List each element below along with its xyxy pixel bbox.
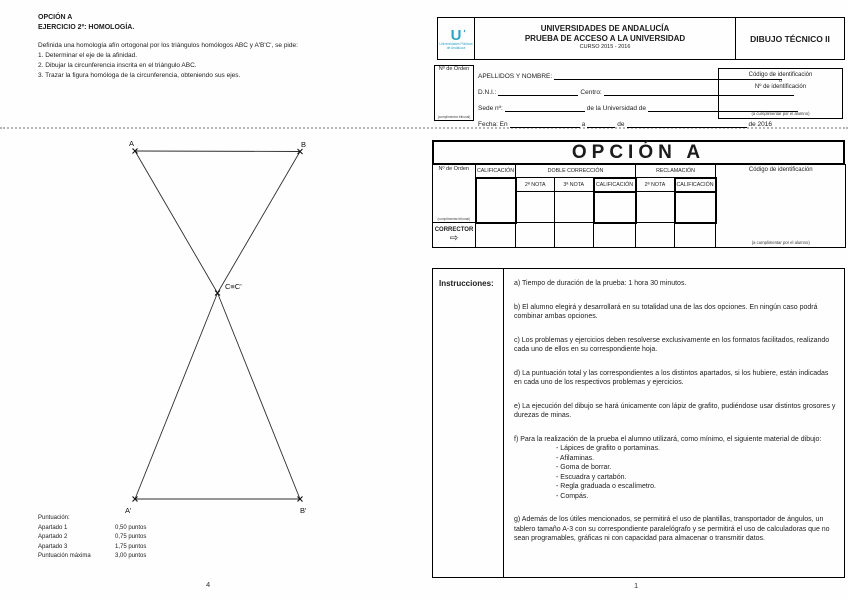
right-page-number: 1 <box>634 581 639 590</box>
corrector-arrow-icon: ⇨ <box>449 233 459 244</box>
course-year: CURSO 2015 - 2016 <box>579 44 631 50</box>
label-point-b: B <box>301 140 307 149</box>
corrector-input[interactable] <box>516 223 555 248</box>
dni-label: D.N.I.: <box>478 89 497 96</box>
instruction-b: b) El alumno elegirá y desarrollará en su totalidad una de las dos opciones. En ningún caso podrá combinar ambas opciones. <box>514 303 818 320</box>
order-number-box[interactable]: Nº de Orden (cumplimentar tribunal) <box>434 65 474 121</box>
org-line2: PRUEBA DE ACCESO A LA UNIVERSIDAD <box>524 33 686 43</box>
label-point-b-prime: B' <box>300 506 307 515</box>
nota2-doble-input[interactable] <box>516 192 555 223</box>
exercise-step-1: 1. Determinar el eje de la afinidad. <box>38 52 138 59</box>
logo-u-icon: U ' <box>450 26 467 44</box>
fecha-mes-field[interactable] <box>627 120 747 128</box>
instruction-f: f) Para la realización de la prueba el alumno utilizará, como mínimo, el siguiente material de dibujo: <box>514 435 822 443</box>
sede-field[interactable] <box>505 104 585 112</box>
org-line1: UNIVERSIDADES DE ANDALUCÍA <box>540 24 670 33</box>
instruction-d: d) La puntuación total y las correspondientes a los distintos apartados, si los hubiere, están indicadas en cada uno de los respectivos problemas y ejercicios. <box>514 369 829 386</box>
fecha-a-label: a <box>581 121 586 128</box>
university-logo <box>438 18 475 59</box>
nota2-recl-header: 2ª NOTA <box>636 178 675 192</box>
instruction-e: e) La ejecución del dibujo se hará únicamente con lápiz de grafito, pudiéndose usar distintos grosores y durezas de minas. <box>514 402 836 419</box>
exercise-step-2: 2. Dibujar la circunferencia inscrita en el triángulo ABC. <box>38 62 197 69</box>
sede-label: Sede nº: <box>478 105 503 112</box>
materials-list <box>556 444 836 501</box>
logo-caption: Universidades Públicas de Andalucía <box>439 41 473 50</box>
apellidos-label: APELLIDOS Y NOMBRE: <box>478 73 553 80</box>
material-item: - Lápices de grafito o portaminas. <box>556 445 660 452</box>
corrector-input[interactable] <box>476 223 516 248</box>
id-line2: o <box>779 78 782 84</box>
scoring-block <box>38 514 218 562</box>
header-center <box>475 18 736 59</box>
material-item: - Regla graduada o escalímetro. <box>556 483 656 490</box>
option-title: OPCIÓN A <box>38 14 73 21</box>
corrector-input[interactable] <box>555 223 594 248</box>
calif-doble-input[interactable] <box>594 192 636 223</box>
exercise-statement <box>38 13 358 81</box>
material-item: - Compás. <box>556 492 589 500</box>
table-order-cell[interactable]: Nº de Orden (cumplimentar tribunal) <box>433 165 476 223</box>
subject-title: DIBUJO TÉCNICO II <box>750 33 830 44</box>
nota3-input[interactable] <box>555 192 594 223</box>
nota3-header: 3ª NOTA <box>555 178 594 192</box>
corrector-input[interactable] <box>675 223 716 248</box>
instruction-g: g) Además de los útiles mencionados, se permitirá el uso de plantillas, transportador de ángulos, un tablero tamaño A-3 con su correspondiente paralelógrafo y se permitirá el uso de calculadoras que no sean programables, gráficas ni con capacidad para almacenar o transmitir datos. <box>514 516 830 542</box>
id-line1: Código de identificación <box>748 72 813 78</box>
fecha-dia-field[interactable] <box>587 120 615 128</box>
instruction-a: a) Tiempo de duración de la prueba: 1 hora 30 minutos. <box>514 280 687 287</box>
instruction-c: c) Los problemas y ejercicios deben resolverse exclusivamente en los formatos facilitados, realizando cada uno de ellos en su correspondiente hoja. <box>514 336 830 353</box>
scoring-row: Apartado 3 1,75 puntos <box>38 543 147 550</box>
id-line3: Nº de identificación <box>754 84 807 90</box>
corrector-input[interactable] <box>594 223 636 248</box>
id-note: (a cumplimentar por el alumno) <box>751 111 810 116</box>
centro-label: Centro: <box>580 89 602 96</box>
label-point-a: A <box>129 139 135 148</box>
calif-recl-input[interactable] <box>675 192 716 223</box>
codigo-note: (a cumplimentar por el alumno) <box>751 240 810 245</box>
material-item: - Goma de borrar. <box>556 464 612 471</box>
point-markers <box>133 149 303 502</box>
codigo-cell[interactable]: Código de identificación (a cumplimentar por el alumno) <box>716 165 846 248</box>
option-a-banner: OPCIÓN A <box>432 140 845 165</box>
corrector-cell[interactable]: CORRECTOR ⇨ <box>433 223 476 248</box>
left-page-number: 4 <box>206 580 211 589</box>
material-item: - Afilaminas. <box>556 454 595 462</box>
reclamacion-header: RECLAMACIÓN <box>636 165 716 178</box>
nota2-doble-header: 2ª NOTA <box>516 178 555 192</box>
material-item: - Escuadra y cartabón. <box>556 473 627 481</box>
fecha-label: Fecha: En <box>478 121 508 128</box>
identification-box[interactable] <box>718 68 843 119</box>
calif-doble-header: CALIFICACIÓN <box>594 178 636 192</box>
scoring-row: Apartado 1 0,50 puntos <box>38 524 147 531</box>
fecha-de-label: de <box>617 121 625 128</box>
scoring-row: Apartado 2 0,75 puntos <box>38 534 147 540</box>
order-note: (cumplimentar tribunal) <box>437 115 471 119</box>
label-point-c: C≡C' <box>225 282 242 291</box>
exercise-title: EJERCICIO 2º: HOMOLOGÍA. <box>38 24 135 31</box>
corrector-input[interactable] <box>636 223 675 248</box>
instructions-body <box>504 269 844 577</box>
fecha-year-label: de 2016 <box>748 121 772 128</box>
exercise-step-3: 3. Trazar la figura homóloga de la circunferencia, obteniendo sus ejes. <box>38 72 241 79</box>
exercise-intro: Definida una homología afín ortogonal por los triángulos homólogos ABC y A'B'C', se pide: <box>38 42 298 49</box>
grading-table <box>432 164 846 248</box>
calificacion-input-cell[interactable] <box>476 178 516 223</box>
calificacion-header: CALIFICACIÓN <box>476 165 516 178</box>
instructions-label: Instrucciones: <box>433 269 504 577</box>
scoring-title: Puntuación: <box>38 515 70 521</box>
university-header <box>437 17 845 60</box>
universidad-label: de la Universidad de <box>586 105 647 112</box>
label-point-a-prime: A' <box>125 506 132 515</box>
doble-correccion-header: DOBLE CORRECCIÓN <box>516 165 636 178</box>
dni-field[interactable] <box>498 88 578 96</box>
table-order-note: (cumplimentar tribunal) <box>437 217 471 221</box>
fecha-en-field[interactable] <box>510 120 580 128</box>
scoring-row: Puntuación máxima 3,00 puntos <box>38 553 147 559</box>
calif-recl-header: CALIFICACIÓN <box>675 178 716 192</box>
nota2-recl-input[interactable] <box>636 192 675 223</box>
instructions-box <box>432 268 845 578</box>
